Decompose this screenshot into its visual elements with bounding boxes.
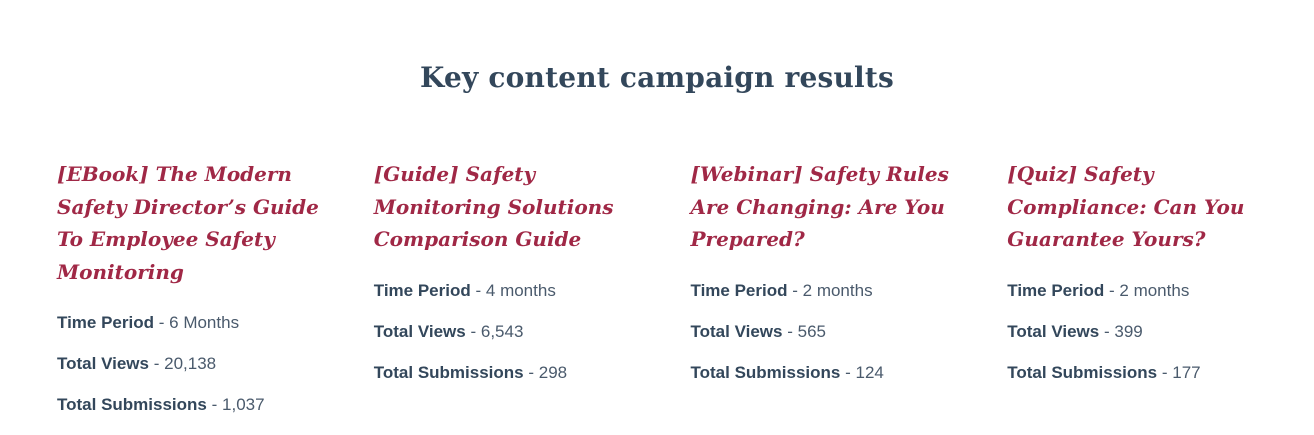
stat-separator: - (792, 280, 798, 300)
stat-value: 565 (797, 321, 826, 341)
campaign-card-webinar (691, 158, 970, 383)
stat-label: Total Views (373, 321, 466, 341)
stat-label: Time Period (373, 280, 471, 300)
stat-separator: - (211, 395, 218, 415)
stat-value: 2 months (1119, 280, 1190, 300)
stat-value: 124 (855, 363, 884, 383)
stat-separator: - (158, 312, 165, 332)
campaign-card-ebook (57, 158, 336, 415)
stat-value: 177 (1172, 363, 1201, 383)
stat-label: Total Views (57, 354, 149, 374)
stat-separator: - (153, 354, 160, 374)
stat-separator: - (470, 321, 477, 341)
stat-row (1007, 280, 1286, 301)
stat-label: Total Submissions (1007, 363, 1158, 383)
campaign-title: [Webinar] Safety Rules Are Changing: Are You Prepared? (690, 162, 949, 252)
stat-label: Time Period (57, 312, 154, 332)
stat-row (374, 321, 653, 342)
campaign-card-guide (374, 158, 653, 383)
stat-value: 399 (1114, 321, 1143, 341)
campaign-results-grid (0, 158, 1314, 415)
stat-separator: - (1161, 363, 1168, 383)
stat-label: Total Submissions (373, 363, 524, 383)
stat-row (57, 353, 336, 374)
stat-separator: - (845, 363, 851, 383)
stat-row (1007, 321, 1286, 342)
stat-label: Time Period (1007, 280, 1105, 300)
stat-row (374, 362, 653, 383)
stat-value: 298 (538, 363, 568, 383)
stat-row (691, 321, 970, 342)
stat-value: 4 months (485, 280, 556, 300)
stat-value: 6,543 (480, 321, 524, 341)
campaign-title: [Guide] Safety Monitoring Solutions Comparison Guide (373, 162, 614, 252)
stat-value: 6 Months (169, 312, 240, 332)
stat-value: 2 months (802, 280, 873, 300)
stat-label: Time Period (690, 280, 788, 300)
stat-separator: - (787, 321, 793, 341)
stat-row (57, 312, 336, 333)
stat-value: 1,037 (222, 395, 265, 415)
stat-label: Total Submissions (690, 363, 841, 383)
campaign-title: [EBook] The Modern Safety Director’s Guide To Employee Safety Monitoring (57, 162, 319, 284)
stat-label: Total Submissions (57, 395, 207, 415)
stat-separator: - (1103, 321, 1110, 341)
stat-label: Total Views (1007, 321, 1100, 341)
stat-separator: - (1108, 280, 1115, 300)
stat-value: 20,138 (164, 354, 217, 374)
stat-separator: - (528, 363, 535, 383)
stat-row (374, 280, 653, 301)
campaign-card-quiz (1007, 158, 1286, 383)
stat-row (57, 394, 336, 415)
stat-row (691, 280, 970, 301)
stat-label: Total Views (690, 321, 783, 341)
campaign-title: [Quiz] Safety Compliance: Can You Guarantee Yours? (1007, 162, 1245, 252)
stat-separator: - (475, 280, 482, 300)
stat-row (691, 362, 970, 383)
stat-row (1007, 362, 1286, 383)
page-title: Key content campaign results (420, 61, 894, 94)
